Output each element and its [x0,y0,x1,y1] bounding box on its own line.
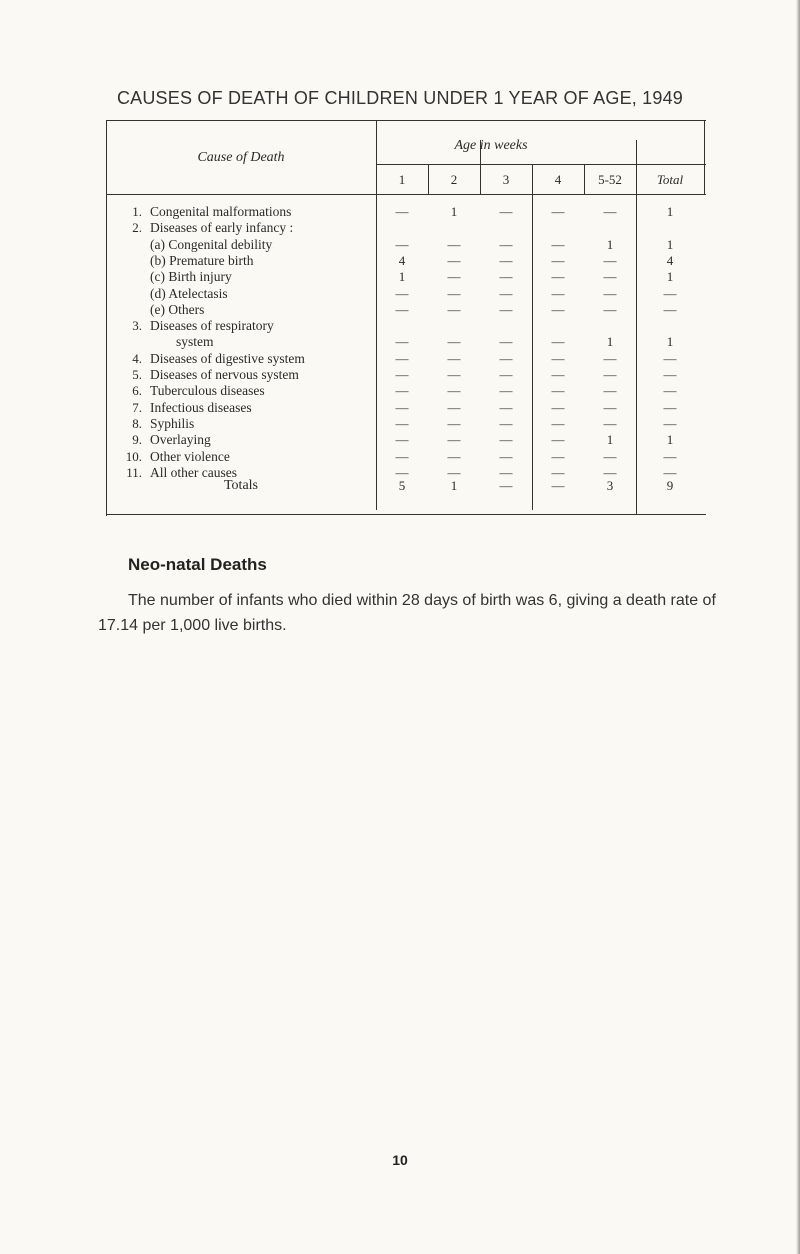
row-value: — [603,448,617,464]
row-number: 9. [132,432,142,448]
row-value: — [603,252,617,268]
row-label: system [176,334,214,350]
row-value: — [663,367,677,382]
page-title: CAUSES OF DEATH OF CHILDREN UNDER 1 YEAR OF AGE, 1949 [116,88,684,108]
row-number: 1. [132,204,142,219]
row-value: 4 [666,252,674,268]
table-row [106,351,706,367]
table-row [106,253,706,269]
table-bottom-rule [106,514,706,515]
row-label: Tuberculous diseases [150,383,265,399]
row-value: 1 [606,236,614,252]
table-top-rule [106,120,706,121]
row-value: — [551,350,565,366]
row-label: Diseases of early infancy : [150,220,294,236]
total-value: 1 [450,478,458,493]
row-label: Syphilis [150,415,195,431]
row-value: — [603,301,617,317]
row-value: — [395,334,409,350]
row-value: — [447,415,461,431]
row-value: — [551,334,565,350]
row-label: Other violence [150,448,230,464]
row-value: — [395,236,409,252]
row-value: — [395,432,409,448]
row-number: 2. [132,220,142,236]
row-label: (b) Premature birth [150,252,254,268]
row-value: — [551,269,565,285]
row-value: — [499,448,513,464]
total-value: — [499,478,513,493]
row-value: — [603,204,617,219]
total-value: 9 [666,478,674,493]
row-value: 1 [450,204,458,219]
row-value: — [551,464,565,480]
table-row [106,302,706,318]
total-value: — [551,478,565,493]
row-label: All other causes [150,464,237,480]
row-value: 1 [666,236,674,252]
row-label: Diseases of nervous system [150,367,299,382]
row-value: — [499,350,513,366]
row-value: — [603,415,617,431]
header-sub-rule [376,164,706,165]
cause-header: Cause of Death [197,150,285,165]
row-value: — [447,432,461,448]
row-value: — [551,285,565,301]
table-row [106,449,706,465]
causes-table [106,120,706,516]
row-value: 1 [666,334,674,350]
row-value: — [395,204,409,219]
row-number: 8. [132,415,142,431]
row-value: — [603,383,617,399]
table-row [106,432,706,448]
row-value: — [447,285,461,301]
row-value: — [499,301,513,317]
row-value: — [499,236,513,252]
row-value: — [499,383,513,399]
section-title: Neo-natal Deaths [128,555,267,574]
row-value: 1 [666,432,674,448]
row-number: 7. [132,399,142,415]
row-value: — [663,301,677,317]
row-label: (a) Congenital debility [150,236,273,252]
table-right-rule [704,120,705,194]
row-value: — [395,301,409,317]
row-value: — [395,367,409,382]
row-label: (e) Others [150,301,205,317]
row-value: — [395,399,409,415]
row-value: — [663,399,677,415]
section-paragraph: The number of infants who died within 28 days of birth was 6, giving a death rate of 17.14 per 1,000 live births. [98,592,716,634]
row-value: 1 [606,432,614,448]
row-value: — [395,285,409,301]
row-value: — [603,464,617,480]
row-value: — [551,383,565,399]
row-value: — [663,285,677,301]
row-number: 5. [132,367,142,382]
table-row [106,367,706,383]
row-value: — [603,269,617,285]
table-row [106,416,706,432]
row-label: Infectious diseases [150,399,252,415]
row-value: — [447,399,461,415]
row-value: — [499,399,513,415]
page-edge [796,0,800,1254]
row-label: (d) Atelectasis [150,285,228,301]
row-value: — [395,350,409,366]
row-value: — [447,269,461,285]
row-value: — [603,350,617,366]
row-value: 1 [666,204,674,219]
row-value: — [551,415,565,431]
table-row [106,318,706,334]
row-value: — [551,367,565,382]
row-value: 1 [606,334,614,350]
row-number: 3. [132,318,142,334]
row-value: — [395,448,409,464]
row-value: — [603,399,617,415]
table-row [106,383,706,399]
col-header-2: 2 [450,172,458,187]
totals-label: Totals [223,478,258,493]
table-row [106,204,706,220]
row-value: — [499,334,513,350]
row-value: — [663,415,677,431]
row-value: — [663,350,677,366]
col-header-1: 1 [398,172,406,187]
row-value: — [499,367,513,382]
row-label: Overlaying [150,432,211,448]
col-header-4: 4 [554,172,562,187]
row-value: — [447,383,461,399]
row-value: — [447,367,461,382]
row-value: 4 [398,252,406,268]
row-value: — [551,301,565,317]
row-label: Congenital malformations [150,204,292,219]
row-value: — [551,204,565,219]
row-label: Diseases of digestive system [150,350,305,366]
row-value: — [499,464,513,480]
page-number: 10 [392,1152,408,1168]
table-row [106,400,706,416]
row-value: — [551,399,565,415]
col-header-5-52: 5-52 [598,172,622,187]
row-value: — [551,236,565,252]
row-value: — [499,432,513,448]
col-header-3: 3 [502,172,510,187]
age-header: Age in weeks [454,138,528,153]
row-value: — [551,252,565,268]
row-label: Diseases of respiratory [150,318,274,334]
row-number: 11. [126,464,142,480]
row-value: — [447,464,461,480]
row-value: — [499,415,513,431]
row-number: 6. [132,383,142,399]
row-value: — [395,415,409,431]
row-value: — [663,383,677,399]
table-row [106,269,706,285]
row-value: — [603,285,617,301]
table-row [106,334,706,350]
row-value: — [447,301,461,317]
row-value: 1 [666,269,674,285]
row-value: — [551,432,565,448]
row-value: — [395,383,409,399]
row-number: 4. [132,350,142,366]
row-value: — [551,448,565,464]
row-value: — [447,448,461,464]
table-row [106,220,706,236]
row-value: — [447,252,461,268]
row-value: — [603,367,617,382]
row-value: — [499,269,513,285]
row-value: 1 [398,269,406,285]
row-value: — [447,334,461,350]
row-value: — [499,285,513,301]
row-number: 10. [125,448,142,464]
row-value: — [499,252,513,268]
row-value: — [447,350,461,366]
row-label: (c) Birth injury [150,269,232,285]
table-row [106,237,706,253]
row-value: — [663,464,677,480]
row-value: — [395,464,409,480]
total-value: 5 [398,478,406,493]
col-header-total: Total [656,172,684,187]
row-value: — [447,236,461,252]
header-bottom-rule [106,194,706,195]
table-row [106,286,706,302]
row-value: — [663,448,677,464]
row-value: — [499,204,513,219]
total-value: 3 [606,478,614,493]
